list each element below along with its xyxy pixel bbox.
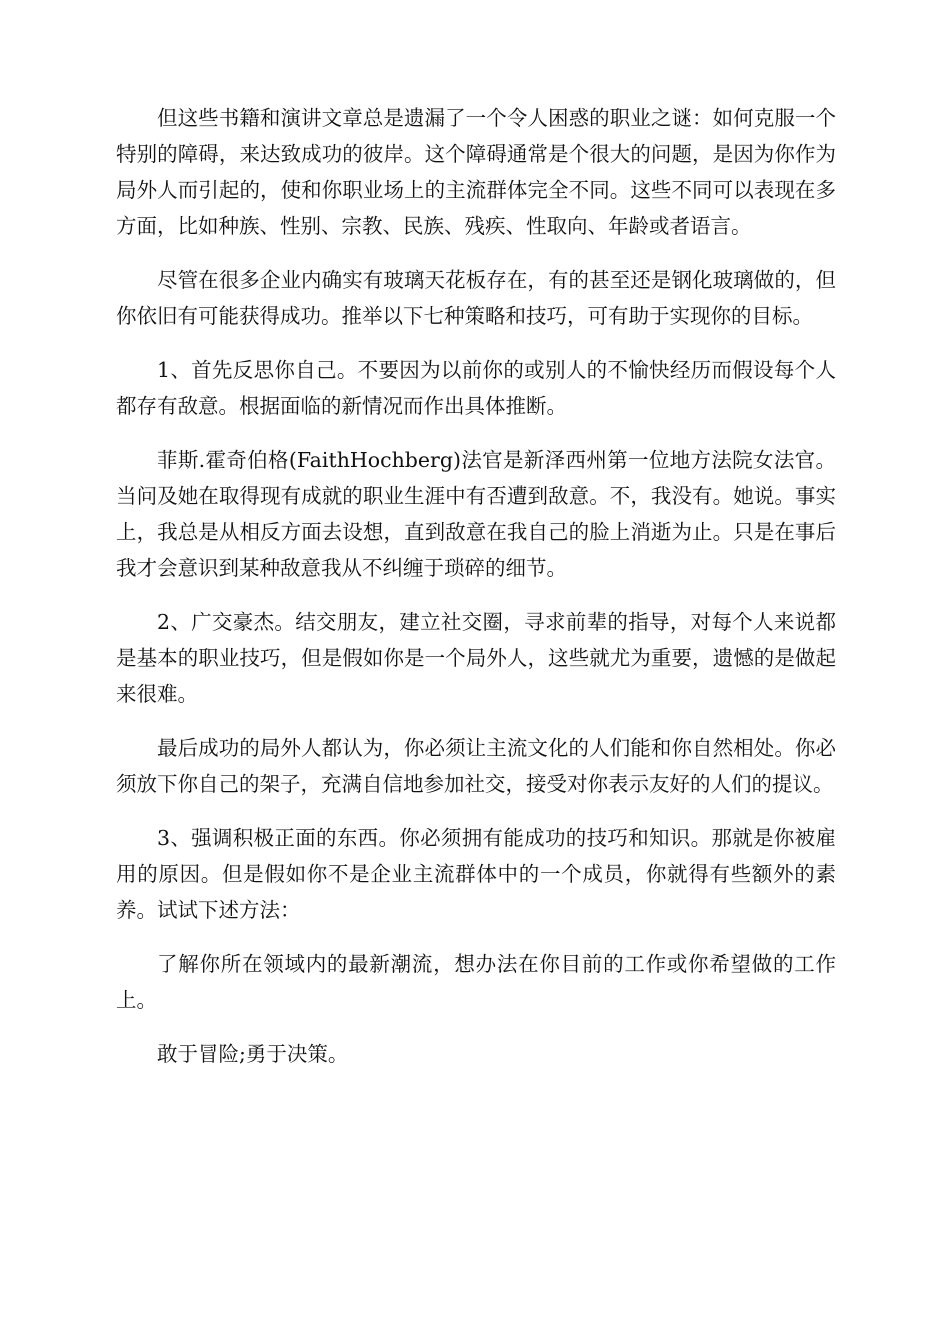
paragraph-risk: 敢于冒险;勇于决策。 (157, 1042, 349, 1066)
paragraph-strategy-2: 2、广交豪杰。结交朋友，建立社交圈，寻求前辈的指导，对每个人来说都是基本的职业技巧，但是假如你是一个局外人，这些就尤为重要，遗憾的是做起来很难。 (116, 610, 836, 706)
paragraph-strategy-3: 3、强调积极正面的东西。你必须拥有能成功的技巧和知识。那就是你被雇用的原因。但是假如你不是企业主流群体中的一个成员，你就得有些额外的素养。试试下述方法： (116, 826, 836, 922)
paragraph-glass-ceiling: 尽管在很多企业内确实有玻璃天花板存在，有的甚至还是钢化玻璃做的，但你依旧有可能获得成功。推举以下七种策略和技巧，可有助于实现你的目标。 (116, 268, 836, 328)
paragraph-strategy-1: 1、首先反思你自己。不要因为以前你的或别人的不愉快经历而假设每个人都存有敌意。根据面临的新情况而作出具体推断。 (116, 358, 836, 418)
paragraph-socializing: 最后成功的局外人都认为，你必须让主流文化的人们能和你自然相处。你必须放下你自己的架子，充满自信地参加社交，接受对你表示友好的人们的提议。 (116, 736, 836, 796)
paragraph-trends: 了解你所在领域内的最新潮流，想办法在你目前的工作或你希望做的工作上。 (116, 952, 836, 1012)
paragraph-intro: 但这些书籍和演讲文章总是遗漏了一个令人困惑的职业之谜：如何克服一个特别的障碍，来达致成功的彼岸。这个障碍通常是个很大的问题，是因为你作为局外人而引起的，使和你职业场上的主流群体完全不同。这些不同可以表现在多方面，比如种族、性别、宗教、民族、残疾、性取向、年龄或者语言。 (116, 106, 836, 238)
paragraph-hochberg-example: 菲斯.霍奇伯格(FaithHochberg)法官是新泽西州第一位地方法院女法官。当问及她在取得现有成就的职业生涯中有否遭到敌意。不，我没有。她说。事实上，我总是从相反方面去设想，直到敌意在我自己的脸上消逝为止。只是在事后我才会意识到某种敌意我从不纠缠于琐碎的细节。 (116, 448, 836, 580)
document-page (116, 100, 836, 1090)
